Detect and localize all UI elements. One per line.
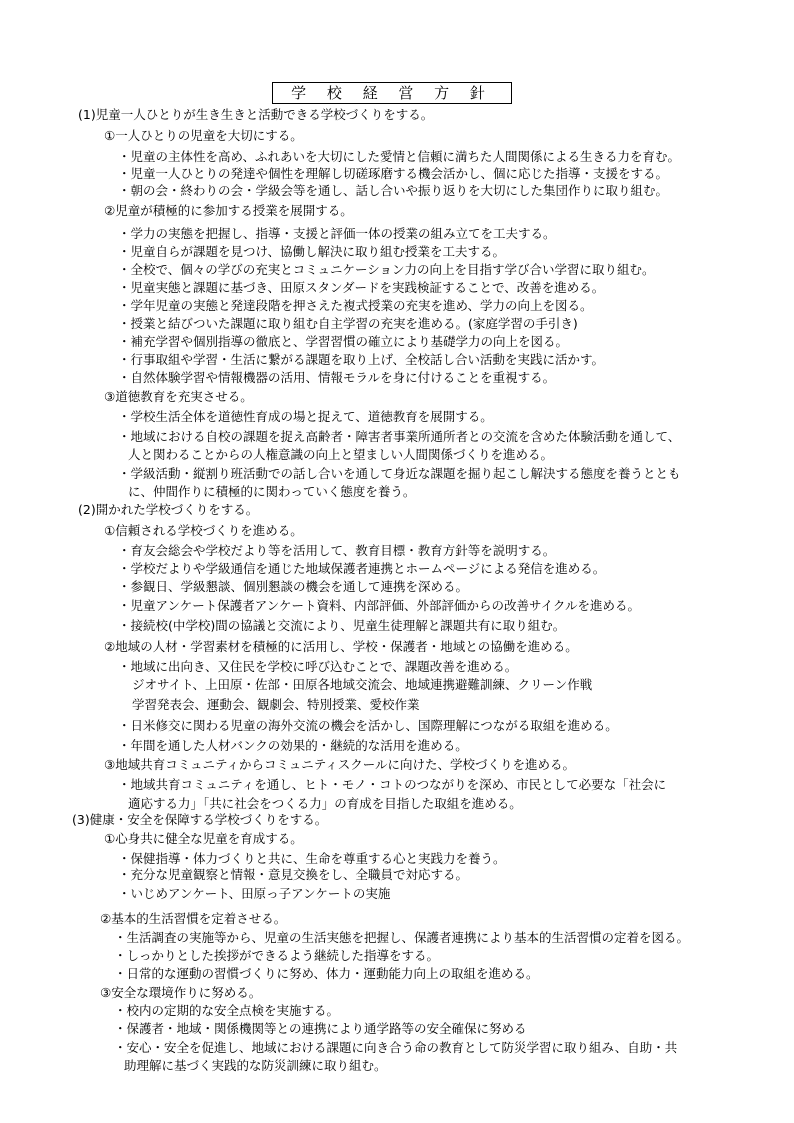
bullet-item: ・参観日、学級懇談、個別懇談の機会を通して連携を深める。 bbox=[118, 579, 469, 594]
bullet-continuation: に、仲間作りに積極的に関わっていく態度を養う。 bbox=[128, 484, 416, 499]
section-heading-1: (1)児童一人ひとりが生き生きと活動できる学校づくりをする。 bbox=[78, 107, 434, 122]
bullet-item: ・行事取組や学習・生活に繋がる課題を取り上げ、全校話し合い活動を実践に活かす。 bbox=[118, 352, 605, 367]
subsection-heading: ②基本的生活習慣を定着させる。 bbox=[100, 911, 287, 926]
bullet-item: ・地域における自校の課題を捉え高齢者・障害者事業所通所者との交流を含めた体験活動を通して、 bbox=[118, 429, 681, 444]
subsection-heading: ①一人ひとりの児童を大切にする。 bbox=[104, 128, 303, 143]
subsection-heading: ③道徳教育を充実させる。 bbox=[104, 389, 253, 404]
subsection-heading: ②児童が積極的に参加する授業を展開する。 bbox=[104, 203, 353, 218]
bullet-item: ・育友会総会や学校だより等を活用して、教育目標・教育方針等を説明する。 bbox=[118, 543, 556, 558]
bullet-item: ・安心・安全を促進し、地域における課題に向き合う命の教育として防災学習に取り組み、自助・共 bbox=[114, 1040, 678, 1055]
bullet-item: ・学力の実態を把握し、指導・支援と評価一体の授業の組み立てを工夫する。 bbox=[118, 226, 556, 241]
bullet-item: ・児童一人ひとりの発達や個性を理解し切磋琢磨する機会活かし、個に応じた指導・支援をする。 bbox=[118, 166, 669, 181]
bullet-item: ・児童実態と課題に基づき、田原スタンダードを実践検証することで、改善を進める。 bbox=[118, 280, 605, 295]
bullet-item: ・児童の主体性を高め、ふれあいを大切にした愛情と信頼に満ちた人間関係による生きる力を育む。 bbox=[118, 149, 681, 164]
bullet-item: ・全校で、個々の学びの充実とコミュニケーション力の向上を目指す学び合い学習に取り組む。 bbox=[118, 262, 655, 277]
bullet-item: ・児童自らが課題を見つけ、協働し解決に取り組む授業を工夫する。 bbox=[118, 244, 506, 259]
section-heading-3: (3)健康・安全を保障する学校づくりをする。 bbox=[72, 812, 328, 827]
subsection-heading: ①信頼される学校づくりを進める。 bbox=[104, 523, 303, 538]
bullet-item: ・充分な児童観察と情報・意見交換をし、全職員で対応する。 bbox=[118, 867, 469, 882]
bullet-item: ・自然体験学習や情報機器の活用、情報モラルを身に付けることを重視する。 bbox=[118, 370, 556, 385]
subsection-heading: ③安全な環境作りに努める。 bbox=[100, 985, 262, 1000]
bullet-item: ・授業と結びついた課題に取り組む自主学習の充実を進める。(家庭学習の手引き) bbox=[118, 316, 578, 331]
section-heading-2: (2)開かれた学校づくりをする。 bbox=[78, 502, 259, 517]
bullet-item: ・生活調査の実施等から、児童の生活実態を把握し、保護者連携により基本的生活習慣の定着を図る。 bbox=[114, 930, 690, 945]
bullet-item: ・日常的な運動の習慣づくりに努め、体力・運動能力向上の取組を進める。 bbox=[114, 966, 539, 981]
subsection-heading: ③地域共育コミュニティからコミュニティスクールに向けた、学校づくりを進める。 bbox=[104, 757, 575, 772]
document-title: 学 校 経 営 方 針 bbox=[272, 82, 512, 104]
bullet-item: ・朝の会・終わりの会・学級会等を通し、話し合いや振り返りを大切にした集団作りに取り組む。 bbox=[118, 183, 669, 198]
bullet-item: ・児童アンケート保護者アンケート資料、内部評価、外部評価からの改善サイクルを進める。 bbox=[118, 598, 641, 613]
bullet-item: ・学校だよりや学級通信を通じた地域保護者連携とホームページによる発信を進める。 bbox=[118, 561, 606, 576]
bullet-continuation: 人と関わることからの人権意識の向上と望ましい人間関係づくりを進める。 bbox=[128, 447, 554, 462]
bullet-item: ・学年児童の実態と発達段階を押さえた複式授業の充実を進め、学力の向上を図る。 bbox=[118, 298, 593, 313]
bullet-item: ・いじめアンケート、田原っ子アンケートの実施 bbox=[118, 886, 391, 901]
bullet-item: ・学級活動・縦割り班活動での話し合いを通して身近な課題を掘り起こし解決する態度を養うととも bbox=[118, 466, 681, 481]
bullet-continuation: ジオサイト、上田原・佐部・田原各地域交流会、地域連携避難訓練、クリーン作戦 bbox=[132, 677, 593, 692]
bullet-item: ・保健指導・体力づくりと共に、生命を尊重する心と実践力を養う。 bbox=[118, 851, 506, 866]
subsection-heading: ①心身共に健全な児童を育成する。 bbox=[104, 831, 303, 846]
bullet-item: ・日米修交に関わる児童の海外交流の機会を活かし、国際理解につながる取組を進める。 bbox=[118, 718, 618, 733]
bullet-item: ・補充学習や個別指導の徹底と、学習習慣の確立により基礎学力の向上を図る。 bbox=[118, 334, 569, 349]
bullet-continuation: 助理解に基づく実践的な防災訓練に取り組む。 bbox=[124, 1058, 387, 1073]
bullet-item: ・地域共育コミュニティを通し、ヒト・モノ・コトのつながりを深め、市民として必要な「社会に bbox=[118, 777, 667, 792]
bullet-item: ・地域に出向き、又住民を学校に呼び込むことで、課題改善を進める。 bbox=[118, 659, 518, 674]
bullet-item: ・接続校(中学校)間の協議と交流により、児童生徒理解と課題共有に取り組む。 bbox=[118, 618, 566, 633]
bullet-item: ・年間を通した人材バンクの効果的・継続的な活用を進める。 bbox=[118, 738, 468, 753]
bullet-continuation: 学習発表会、運動会、観劇会、特別授業、愛校作業 bbox=[132, 697, 420, 712]
bullet-continuation: 適応する力」「共に社会をつくる力」の育成を目指した取組を進める。 bbox=[128, 796, 522, 811]
bullet-item: ・保護者・地域・関係機関等との連携により通学路等の安全確保に努める bbox=[114, 1021, 527, 1036]
bullet-item: ・校内の定期的な安全点検を実施する。 bbox=[114, 1003, 340, 1018]
bullet-item: ・学校生活全体を道徳性育成の場と捉えて、道徳教育を展開する。 bbox=[118, 409, 493, 424]
subsection-heading: ②地域の人材・学習素材を積極的に活用し、学校・保護者・地域との協働を進める。 bbox=[104, 639, 578, 654]
bullet-item: ・しっかりとした挨拶ができるよう継続した指導をする。 bbox=[114, 948, 440, 963]
